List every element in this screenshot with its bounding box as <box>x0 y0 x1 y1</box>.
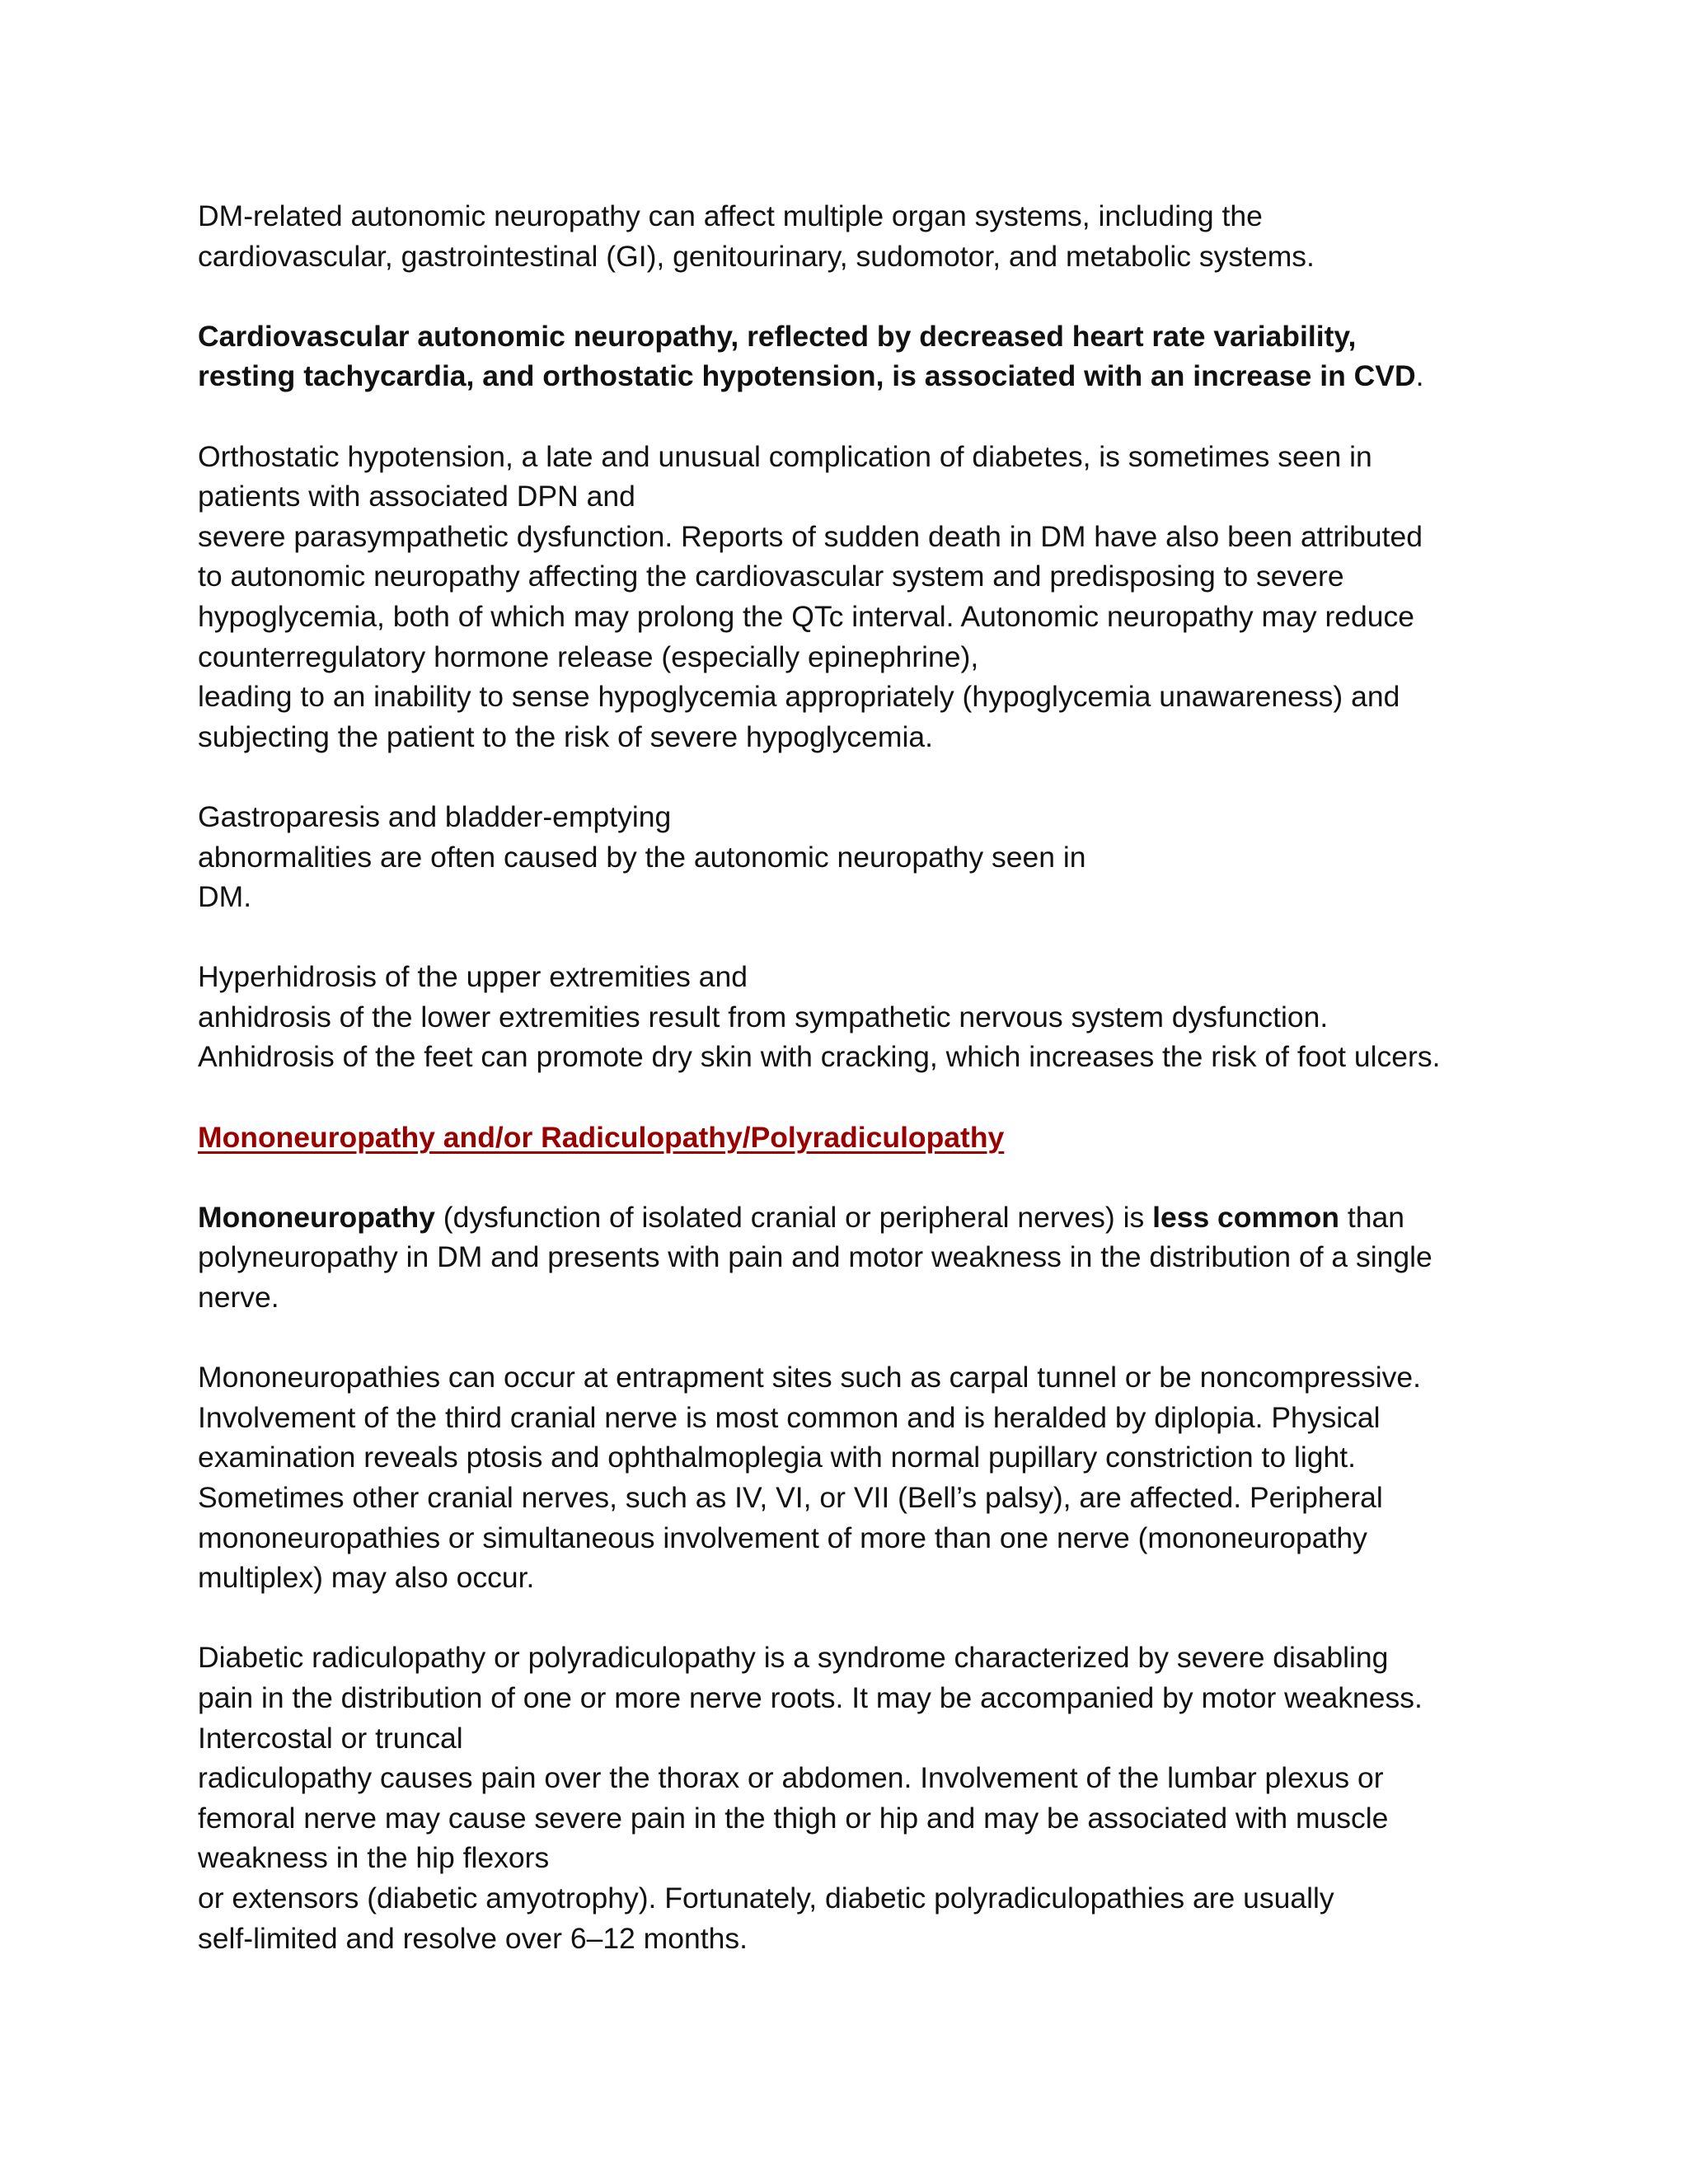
text-line: hypoglycemia, both of which may prolong the QTc interval. Autonomic neuropathy may reduce <box>198 599 1415 633</box>
bold-term: Mononeuropathy <box>198 1200 435 1234</box>
paragraph-mononeuropathy-definition <box>198 1197 1517 1318</box>
text-line: counterregulatory hormone release (especially epinephrine), <box>198 640 979 673</box>
text-line: mononeuropathies or simultaneous involvement of more than one nerve (mononeuropathy <box>198 1521 1367 1554</box>
text-line: Gastroparesis and bladder-emptying <box>198 799 672 833</box>
paragraph-orthostatic-hypotension <box>198 437 1517 757</box>
text-line: leading to an inability to sense hypoglycemia appropriately (hypoglycemia unawareness) and <box>198 680 1400 714</box>
text-line: anhidrosis of the lower extremities result from sympathetic nervous system dysfunction. <box>198 1000 1329 1033</box>
text-line: abnormalities are often caused by the autonomic neuropathy seen in <box>198 840 1086 874</box>
text-line: weakness in the hip flexors <box>198 1841 550 1875</box>
section-heading-container <box>198 1118 1517 1158</box>
text-line: Orthostatic hypotension, a late and unusual complication of diabetes, is sometimes seen in <box>198 439 1372 473</box>
paragraph-radiculopathy <box>198 1638 1517 1958</box>
text-line: self-limited and resolve over 6–12 months. <box>198 1921 748 1955</box>
text-line: DM-related autonomic neuropathy can affect multiple organ systems, including the <box>198 199 1263 232</box>
text-line: radiculopathy causes pain over the thorax or abdomen. Involvement of the lumbar plexus or <box>198 1761 1384 1795</box>
text-line: multiplex) may also occur. <box>198 1561 535 1595</box>
text-line-wrapper <box>198 1197 1517 1238</box>
text-line: pain in the distribution of one or more nerve roots. It may be accompanied by motor weakness. <box>198 1680 1423 1714</box>
text-line: Intercostal or truncal <box>198 1721 463 1755</box>
document-body <box>198 196 1517 1999</box>
text-line: Involvement of the third cranial nerve is most common and is heralded by diplopia. Physical <box>198 1400 1381 1434</box>
paragraph-cardiovascular-bold <box>198 316 1517 396</box>
text-line: or extensors (diabetic amyotrophy). Fortunately, diabetic polyradiculopathies are usually <box>198 1881 1334 1915</box>
inline-text: than <box>1339 1200 1404 1234</box>
text-line: polyneuropathy in DM and presents with pain and motor weakness in the distribution of a single <box>198 1240 1432 1274</box>
text-line: Mononeuropathies can occur at entrapment sites such as carpal tunnel or be noncompressive. <box>198 1361 1421 1394</box>
text-line: to autonomic neuropathy affecting the cardiovascular system and predisposing to severe <box>198 560 1344 593</box>
text-line: femoral nerve may cause severe pain in the thigh or hip and may be associated with muscle <box>198 1801 1389 1835</box>
text-line: cardiovascular, gastrointestinal (GI), genitourinary, sudomotor, and metabolic systems. <box>198 239 1315 273</box>
paragraph-hyperhidrosis <box>198 957 1517 1077</box>
text-line: examination reveals ptosis and ophthalmoplegia with normal pupillary constriction to light. <box>198 1441 1356 1474</box>
section-heading: Mononeuropathy and/or Radiculopathy/Polyradiculopathy <box>198 1120 1005 1154</box>
period: . <box>1415 359 1424 393</box>
text-line: subjecting the patient to the risk of severe hypoglycemia. <box>198 719 933 753</box>
text-line: Anhidrosis of the feet can promote dry skin with cracking, which increases the risk of foot ulcers. <box>198 1040 1441 1074</box>
paragraph-autonomic-overview <box>198 196 1517 276</box>
text-line: Diabetic radiculopathy or polyradiculopathy is a syndrome characterized by severe disabling <box>198 1641 1389 1675</box>
text-line: Hyperhidrosis of the upper extremities and <box>198 960 748 994</box>
text-line: DM. <box>198 880 252 914</box>
text-line: nerve. <box>198 1281 279 1315</box>
text-line: Cardiovascular autonomic neuropathy, reflected by decreased heart rate variability, <box>198 319 1357 353</box>
text-line: severe parasympathetic dysfunction. Reports of sudden death in DM have also been attributed <box>198 519 1423 553</box>
paragraph-gastroparesis <box>198 797 1517 917</box>
text-line: Sometimes other cranial nerves, such as IV, VI, or VII (Bell’s palsy), are affected. Peripheral <box>198 1481 1383 1514</box>
bold-text: resting tachycardia, and orthostatic hypotension, is associated with an increase in CVD <box>198 359 1416 393</box>
bold-term: less common <box>1152 1200 1339 1234</box>
text-line: patients with associated DPN and <box>198 480 635 513</box>
text-line-wrapper <box>198 356 1517 396</box>
inline-text: (dysfunction of isolated cranial or peripheral nerves) is <box>434 1200 1153 1234</box>
paragraph-mononeuropathies-sites <box>198 1357 1517 1598</box>
